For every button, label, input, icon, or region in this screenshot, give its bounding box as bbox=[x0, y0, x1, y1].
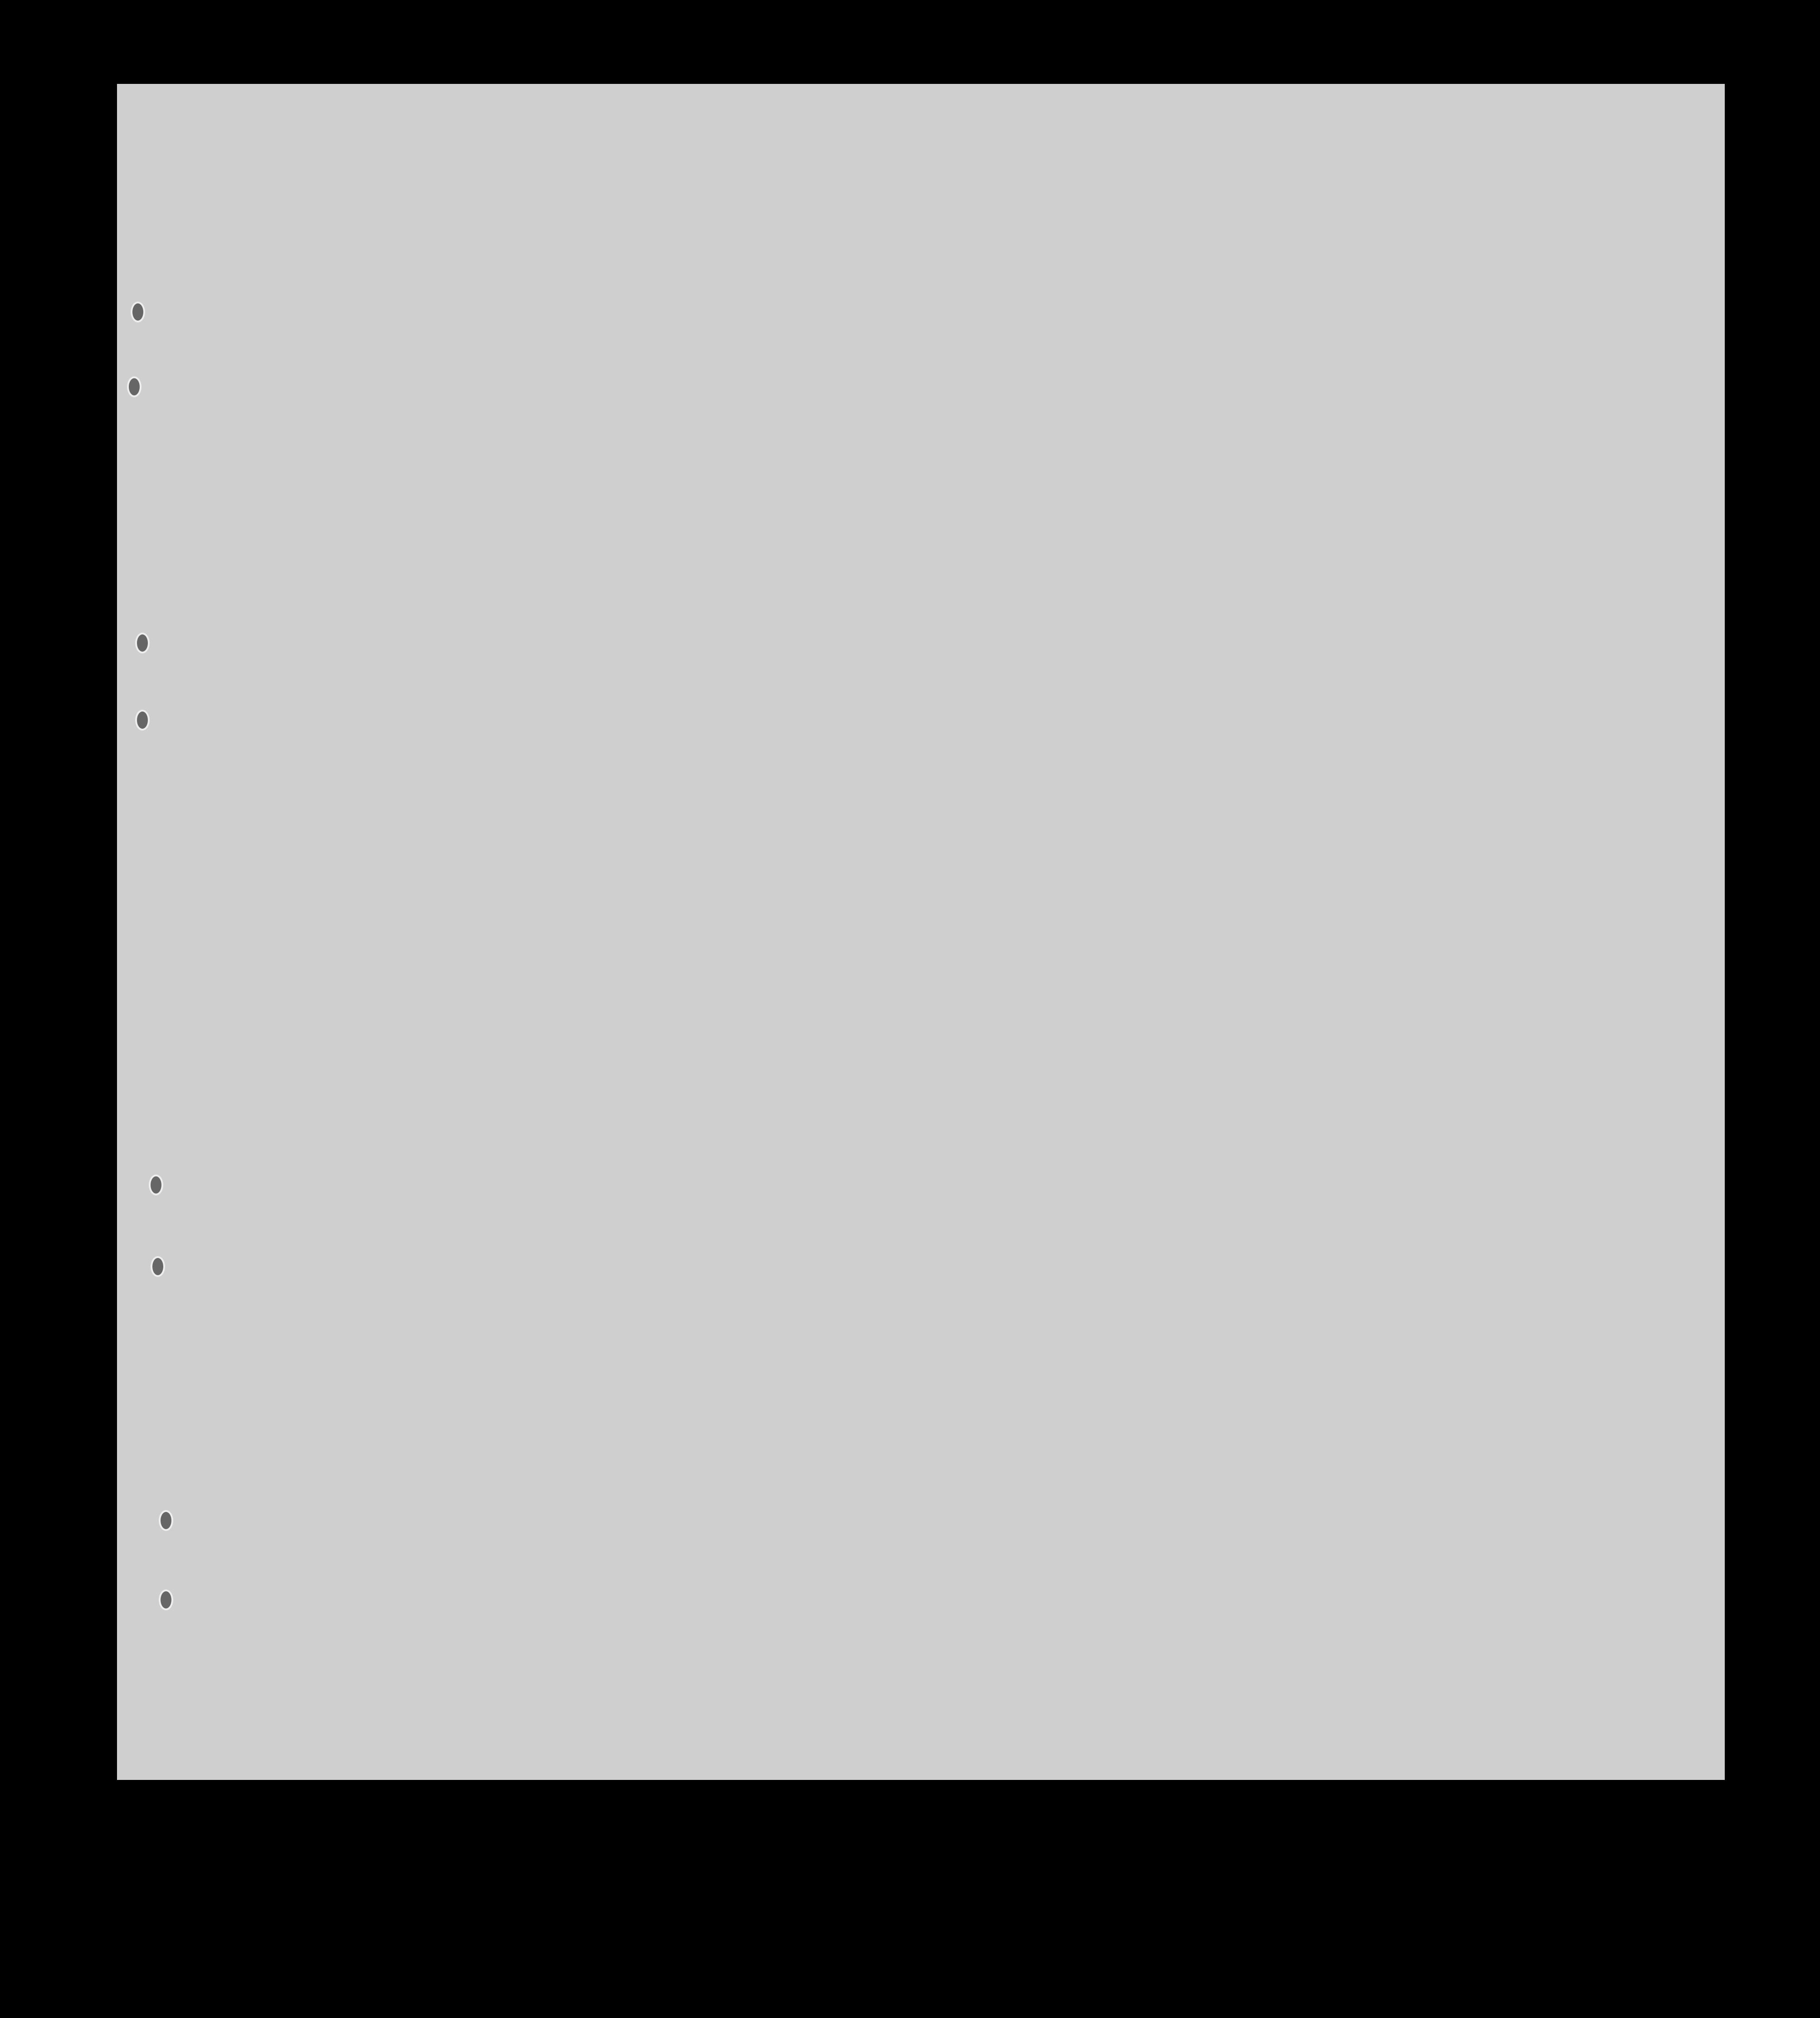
table-grid bbox=[117, 84, 1725, 1780]
punch-hole-2 bbox=[127, 376, 142, 397]
punch-hole-6 bbox=[151, 1256, 165, 1277]
punch-hole-5 bbox=[149, 1175, 163, 1195]
punch-hole-1 bbox=[131, 302, 145, 322]
punch-hole-7 bbox=[159, 1510, 173, 1531]
punch-hole-4 bbox=[135, 710, 150, 731]
punch-hole-8 bbox=[159, 1589, 173, 1610]
manifest-sheet bbox=[117, 84, 1725, 1780]
punch-hole-3 bbox=[135, 633, 150, 653]
